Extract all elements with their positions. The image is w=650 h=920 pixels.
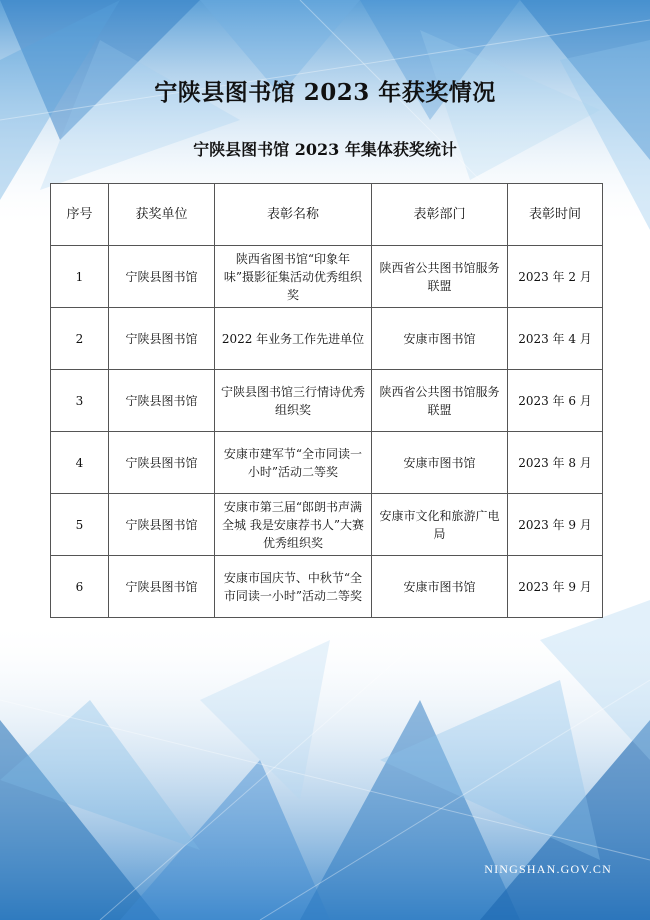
cell-award-date: 2023 年 2 月	[508, 246, 603, 308]
cell-award-date: 2023 年 9 月	[508, 494, 603, 556]
cell-honor-name: 安康市建军节“全市同读一小时”活动二等奖	[215, 432, 372, 494]
cell-serial-number: 1	[51, 246, 109, 308]
header-honor-name: 表彰名称	[215, 184, 372, 246]
cell-issuing-department: 陕西省公共图书馆服务联盟	[372, 246, 508, 308]
cell-serial-number: 3	[51, 370, 109, 432]
document-title: 宁陕县图书馆 2023 年获奖情况	[154, 79, 496, 106]
cell-award-date: 2023 年 4 月	[508, 308, 603, 370]
cell-honor-name: 2022 年业务工作先进单位	[215, 308, 372, 370]
cell-honor-name: 安康市国庆节、中秋节“全市同读一小时”活动二等奖	[215, 556, 372, 618]
cell-award-unit: 宁陕县图书馆	[109, 308, 215, 370]
cell-issuing-department: 安康市图书馆	[372, 308, 508, 370]
table-row	[51, 246, 603, 308]
cell-award-unit: 宁陕县图书馆	[109, 556, 215, 618]
header-award-unit: 获奖单位	[109, 184, 215, 246]
document-subtitle: 宁陕县图书馆 2023 年集体获奖统计	[193, 140, 457, 159]
header-award-date: 表彰时间	[508, 184, 603, 246]
cell-issuing-department: 安康市图书馆	[372, 432, 508, 494]
cell-honor-name: 陕西省图书馆“印象年味”摄影征集活动优秀组织奖	[215, 246, 372, 308]
header-serial-number: 序号	[51, 184, 109, 246]
cell-award-date: 2023 年 6 月	[508, 370, 603, 432]
awards-table	[50, 183, 603, 618]
cell-award-date: 2023 年 9 月	[508, 556, 603, 618]
cell-honor-name: 安康市第三届“郎朗书声满全城 我是安康荐书人”大赛优秀组织奖	[215, 494, 372, 556]
cell-issuing-department: 安康市图书馆	[372, 556, 508, 618]
cell-issuing-department: 陕西省公共图书馆服务联盟	[372, 370, 508, 432]
cell-award-unit: 宁陕县图书馆	[109, 494, 215, 556]
header-issuing-department: 表彰部门	[372, 184, 508, 246]
cell-award-date: 2023 年 8 月	[508, 432, 603, 494]
cell-serial-number: 4	[51, 432, 109, 494]
table-header-row	[51, 184, 603, 246]
cell-issuing-department: 安康市文化和旅游广电局	[372, 494, 508, 556]
table-row	[51, 432, 603, 494]
cell-award-unit: 宁陕县图书馆	[109, 432, 215, 494]
cell-serial-number: 5	[51, 494, 109, 556]
table-row	[51, 370, 603, 432]
site-watermark: NINGSHAN.GOV.CN	[484, 862, 612, 876]
table-row	[51, 494, 603, 556]
table-row	[51, 556, 603, 618]
table-row	[51, 308, 603, 370]
cell-serial-number: 6	[51, 556, 109, 618]
cell-serial-number: 2	[51, 308, 109, 370]
cell-award-unit: 宁陕县图书馆	[109, 246, 215, 308]
cell-award-unit: 宁陕县图书馆	[109, 370, 215, 432]
cell-honor-name: 宁陕县图书馆三行情诗优秀组织奖	[215, 370, 372, 432]
